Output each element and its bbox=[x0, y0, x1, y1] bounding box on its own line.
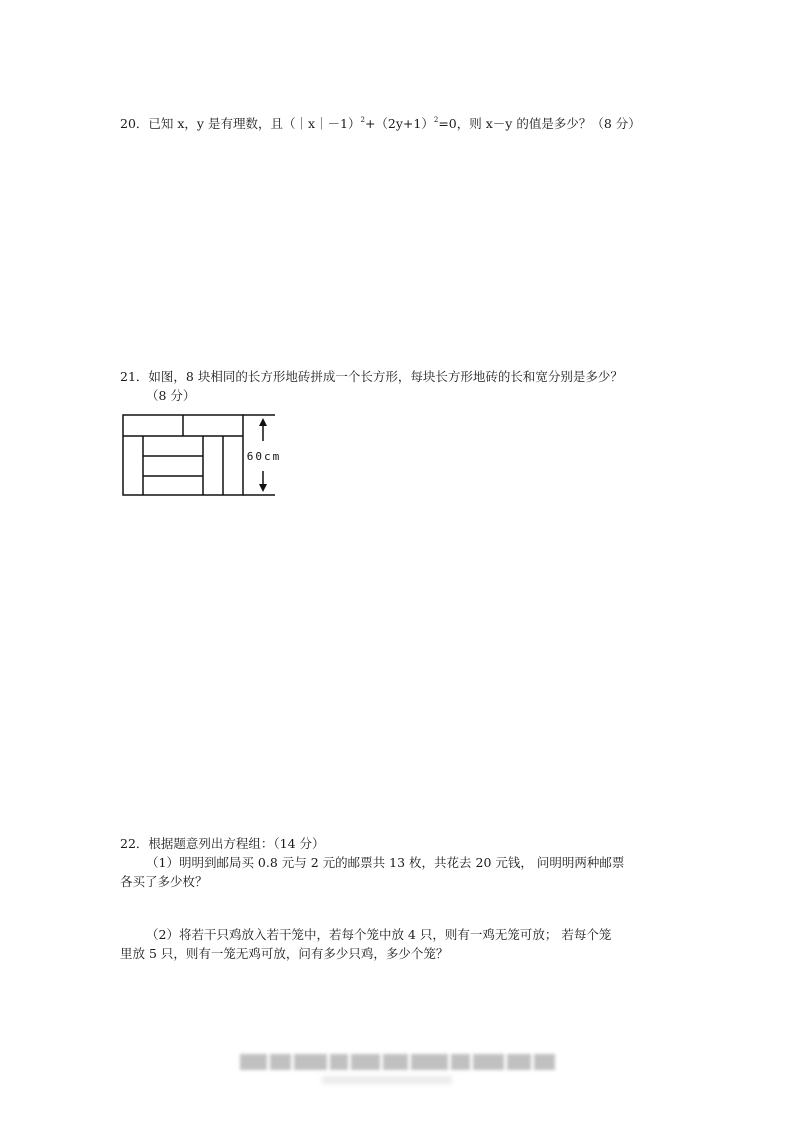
question-22-part-2-line-1: （2）将若干只鸡放入若干笼中，若每个笼中放 4 只，则有一鸡无笼可放； 若每个笼 bbox=[146, 927, 612, 942]
question-22-part-1-line-2: 各买了多少枚？ bbox=[120, 874, 208, 889]
question-21-line-1: 21．如图，8 块相同的长方形地砖拼成一个长方形，每块长方形地砖的长和宽分别是多少？ bbox=[120, 369, 623, 384]
question-20 bbox=[120, 116, 641, 132]
blurred-footer-watermark-2 bbox=[322, 1076, 452, 1084]
tile-diagram bbox=[120, 412, 290, 498]
question-20-text-middle: +（2y+1） bbox=[364, 116, 434, 131]
question-22-part-1-line-1: （1）明明到邮局买 0.8 元与 2 元的邮票共 13 枚，共花去 20 元钱， 问明明两种邮票 bbox=[146, 855, 625, 870]
blurred-footer-watermark bbox=[240, 1054, 555, 1070]
question-20-text-start: 20．已知 x，y 是有理数，且（｜x｜－1） bbox=[120, 116, 361, 131]
question-21-line-2: （8 分） bbox=[146, 388, 196, 403]
dimension-label: 60cm bbox=[246, 450, 282, 463]
question-22-title: 22．根据题意列出方程组：（14 分） bbox=[120, 836, 325, 851]
tile-figure bbox=[120, 412, 290, 498]
arrow-up-icon bbox=[259, 418, 267, 426]
question-22-part-2-line-2: 里放 5 只，则有一笼无鸡可放，问有多少只鸡，多少个笼？ bbox=[120, 946, 449, 961]
exponent-1: 2 bbox=[360, 116, 365, 124]
question-20-text-end: =0，则 x－y 的值是多少？（8 分） bbox=[438, 116, 641, 131]
exponent-2: 2 bbox=[433, 116, 439, 124]
arrow-down-icon bbox=[259, 484, 267, 492]
